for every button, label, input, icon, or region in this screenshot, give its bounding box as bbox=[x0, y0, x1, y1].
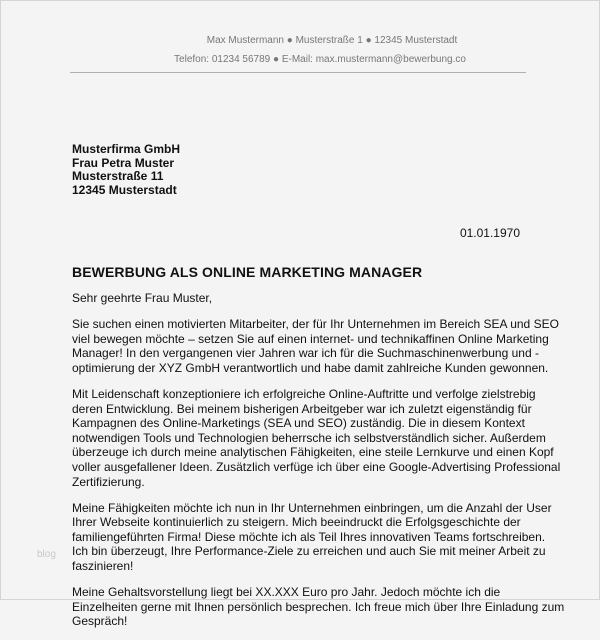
paragraph-line: Mit Leidenschaft konzeptioniere ich erfolgreiche Online-Auftritte und verfolge zielstrebig bbox=[72, 386, 536, 401]
recipient-street: Musterstraße 11 bbox=[72, 169, 164, 184]
paragraph-line: faszinieren! bbox=[72, 559, 134, 573]
salutation: Sehr geehrte Frau Muster, bbox=[72, 291, 213, 305]
paragraph-line: viel bewegen möchte – setzen Sie auf einen internet- und technikaffinen Online Marketing bbox=[72, 331, 549, 346]
paragraph-line: Manager! In den vergangenen vier Jahren war ich für die Suchmaschinenwerbung und - bbox=[72, 346, 539, 361]
paragraph-line: notwendigen Tools und Technologien beherrsche ich selbstverständlich sicher. Außerdem bbox=[72, 430, 546, 445]
paragraph-line: Zertifizierung. bbox=[72, 474, 145, 489]
body-paragraph bbox=[72, 585, 565, 629]
body-paragraph bbox=[72, 386, 561, 489]
body-paragraph bbox=[72, 501, 552, 574]
letter-date: 01.01.1970 bbox=[459, 226, 520, 240]
letter-body bbox=[72, 291, 565, 640]
paragraph-line: überzeuge ich durch meine analytischen Fähigkeiten, eine steile Lernkurve und einen Kopf bbox=[72, 445, 554, 460]
sender-contact: Telefon: 01234 56789 ● E-Mail: max.mustermann@bewerbung.co bbox=[174, 54, 466, 65]
paragraph-line: Gespräch! bbox=[72, 614, 128, 629]
recipient-name: Frau Petra Muster bbox=[72, 155, 175, 170]
paragraph-line: Kampagnen des Online-Marketings (SEA und SEO) zuständig. Die in diesem Kontext bbox=[72, 416, 525, 431]
paragraph-line: Sie suchen einen motivierten Mitarbeiter, der für Ihr Unternehmen im Bereich SEA und SEO bbox=[72, 317, 559, 332]
watermark-text: blog bbox=[37, 549, 56, 560]
recipient-city: 12345 Musterstadt bbox=[72, 183, 177, 198]
paragraph-line: Meine Gehaltsvorstellung liegt bei XX.XXX Euro pro Jahr. Jedoch möchte ich die bbox=[72, 585, 501, 600]
paragraph-line: Ihrer Webseite kontinuierlich zu steigern. Mich beeindruckt die Erfolgsgeschichte der bbox=[72, 515, 521, 530]
paragraph-line: Meine Fähigkeiten möchte ich nun in Ihr Unternehmen einbringen, um die Anzahl der User bbox=[72, 500, 552, 515]
paragraph-line: deren Entwicklung. Bei meinem bisherigen Arbeitgeber war ich zuletzt eigenständig für bbox=[72, 401, 532, 416]
body-paragraph bbox=[72, 317, 559, 375]
recipient-company: Musterfirma GmbH bbox=[72, 142, 181, 156]
paragraph-line: voller ausgefallener Ideen. Zusätzlich verfüge ich über eine Google-Advertising Professional bbox=[72, 459, 561, 474]
paragraph-line: Einzelheiten gerne mit Ihnen persönlich besprechen. Ich freue mich über Ihre Einladung zum bbox=[72, 599, 565, 614]
paragraph-line: familiengeführten Firma! Diese möchte ich als Teil Ihres innovativen Teams fortschreiben. bbox=[72, 529, 546, 544]
header-divider bbox=[70, 72, 526, 73]
recipient-address bbox=[72, 143, 180, 198]
paragraph-line: Ich bin überzeugt, Ihre Performance-Ziele zu erreichen und auch Sie mit meiner Arbeit zu bbox=[72, 544, 546, 559]
paragraph-line: optimierung der XYZ GmbH verantwortlich und habe damit zahlreiche Kunden gewonnen. bbox=[72, 360, 549, 375]
sender-address: Max Mustermann ● Musterstraße 1 ● 12345 Musterstadt bbox=[206, 35, 458, 46]
letter-subject: BEWERBUNG ALS ONLINE MARKETING MANAGER bbox=[72, 264, 423, 280]
